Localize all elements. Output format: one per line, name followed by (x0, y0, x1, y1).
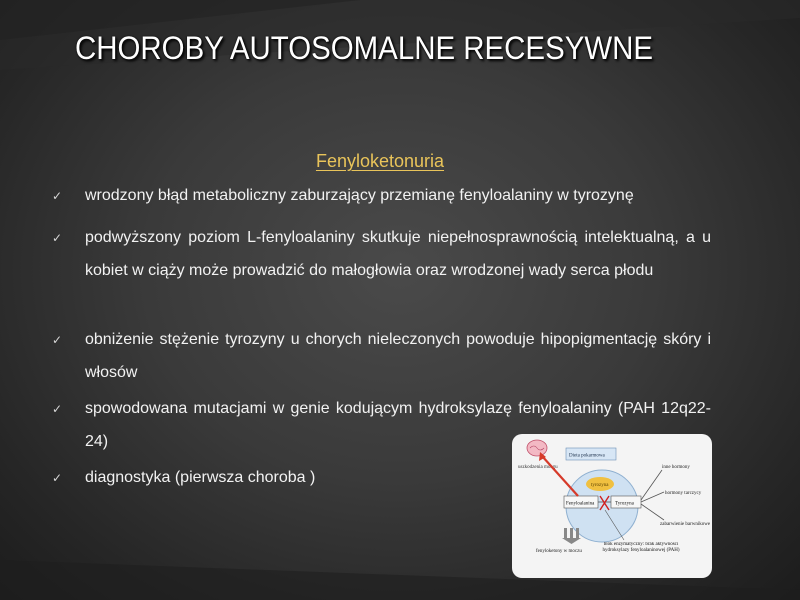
check-mark-icon: ✓ (52, 471, 63, 485)
check-mark-icon: ✓ (52, 231, 63, 245)
check-mark-icon: ✓ (52, 402, 63, 416)
pku-metabolism-diagram (512, 434, 712, 578)
bullet-text: podwyższony poziom L-fenyloalaniny skutkuje niepełnosprawnością intelektualną, a u kobiet w ciąży może prowadzić do małogłowia oraz wrodzonej wady serca płodu (85, 229, 711, 279)
label-enzyme-block: blok enzymatyczny: brak aktywności hydroksylazy fenyloalaninowej (PAH) (602, 542, 680, 553)
bullet-text: diagnostyka (pierwsza choroba ) (85, 469, 316, 486)
bullet-text: wrodzony błąd metaboliczny zaburzający przemianę fenyloalaniny w tyrozynę (85, 187, 634, 204)
slide-title: CHOROBY AUTOSOMALNE RECESYWNE (75, 30, 654, 66)
down-arrow-icon (562, 538, 581, 544)
red-arrow-icon (542, 456, 578, 496)
label-tyrosine-mid: tyrozyna (591, 483, 609, 488)
label-pigmentation: zabarwienie barwnikowe (660, 522, 711, 527)
bullet-text: obniżenie stężenie tyrozyny u chorych nieleczonych powoduje hipopigmentację skóry i włosów (85, 331, 711, 381)
diagram-graphic (512, 434, 712, 578)
label-other-hormones: inne hormony (662, 465, 690, 470)
check-mark-icon: ✓ (52, 333, 63, 347)
check-mark-icon: ✓ (52, 189, 63, 203)
label-brain-damage: uszkodzenia mózgu (518, 465, 558, 470)
label-phenylalanine: Fenyloalanina (566, 501, 595, 507)
label-tyrosine: Tyrozyna (615, 501, 634, 507)
section-heading: Fenyloketonuria (315, 151, 445, 171)
label-thyroid-hormones: hormony tarczycy (665, 491, 702, 496)
label-urine: fenyloketony w moczu (536, 549, 582, 554)
bullet-text: spowodowana mutacjami w genie kodującym hydroksylazę fenyloalaniny (PAH 12q22-24) (85, 400, 711, 450)
label-diet: Dieta pokarmowa (569, 453, 605, 459)
